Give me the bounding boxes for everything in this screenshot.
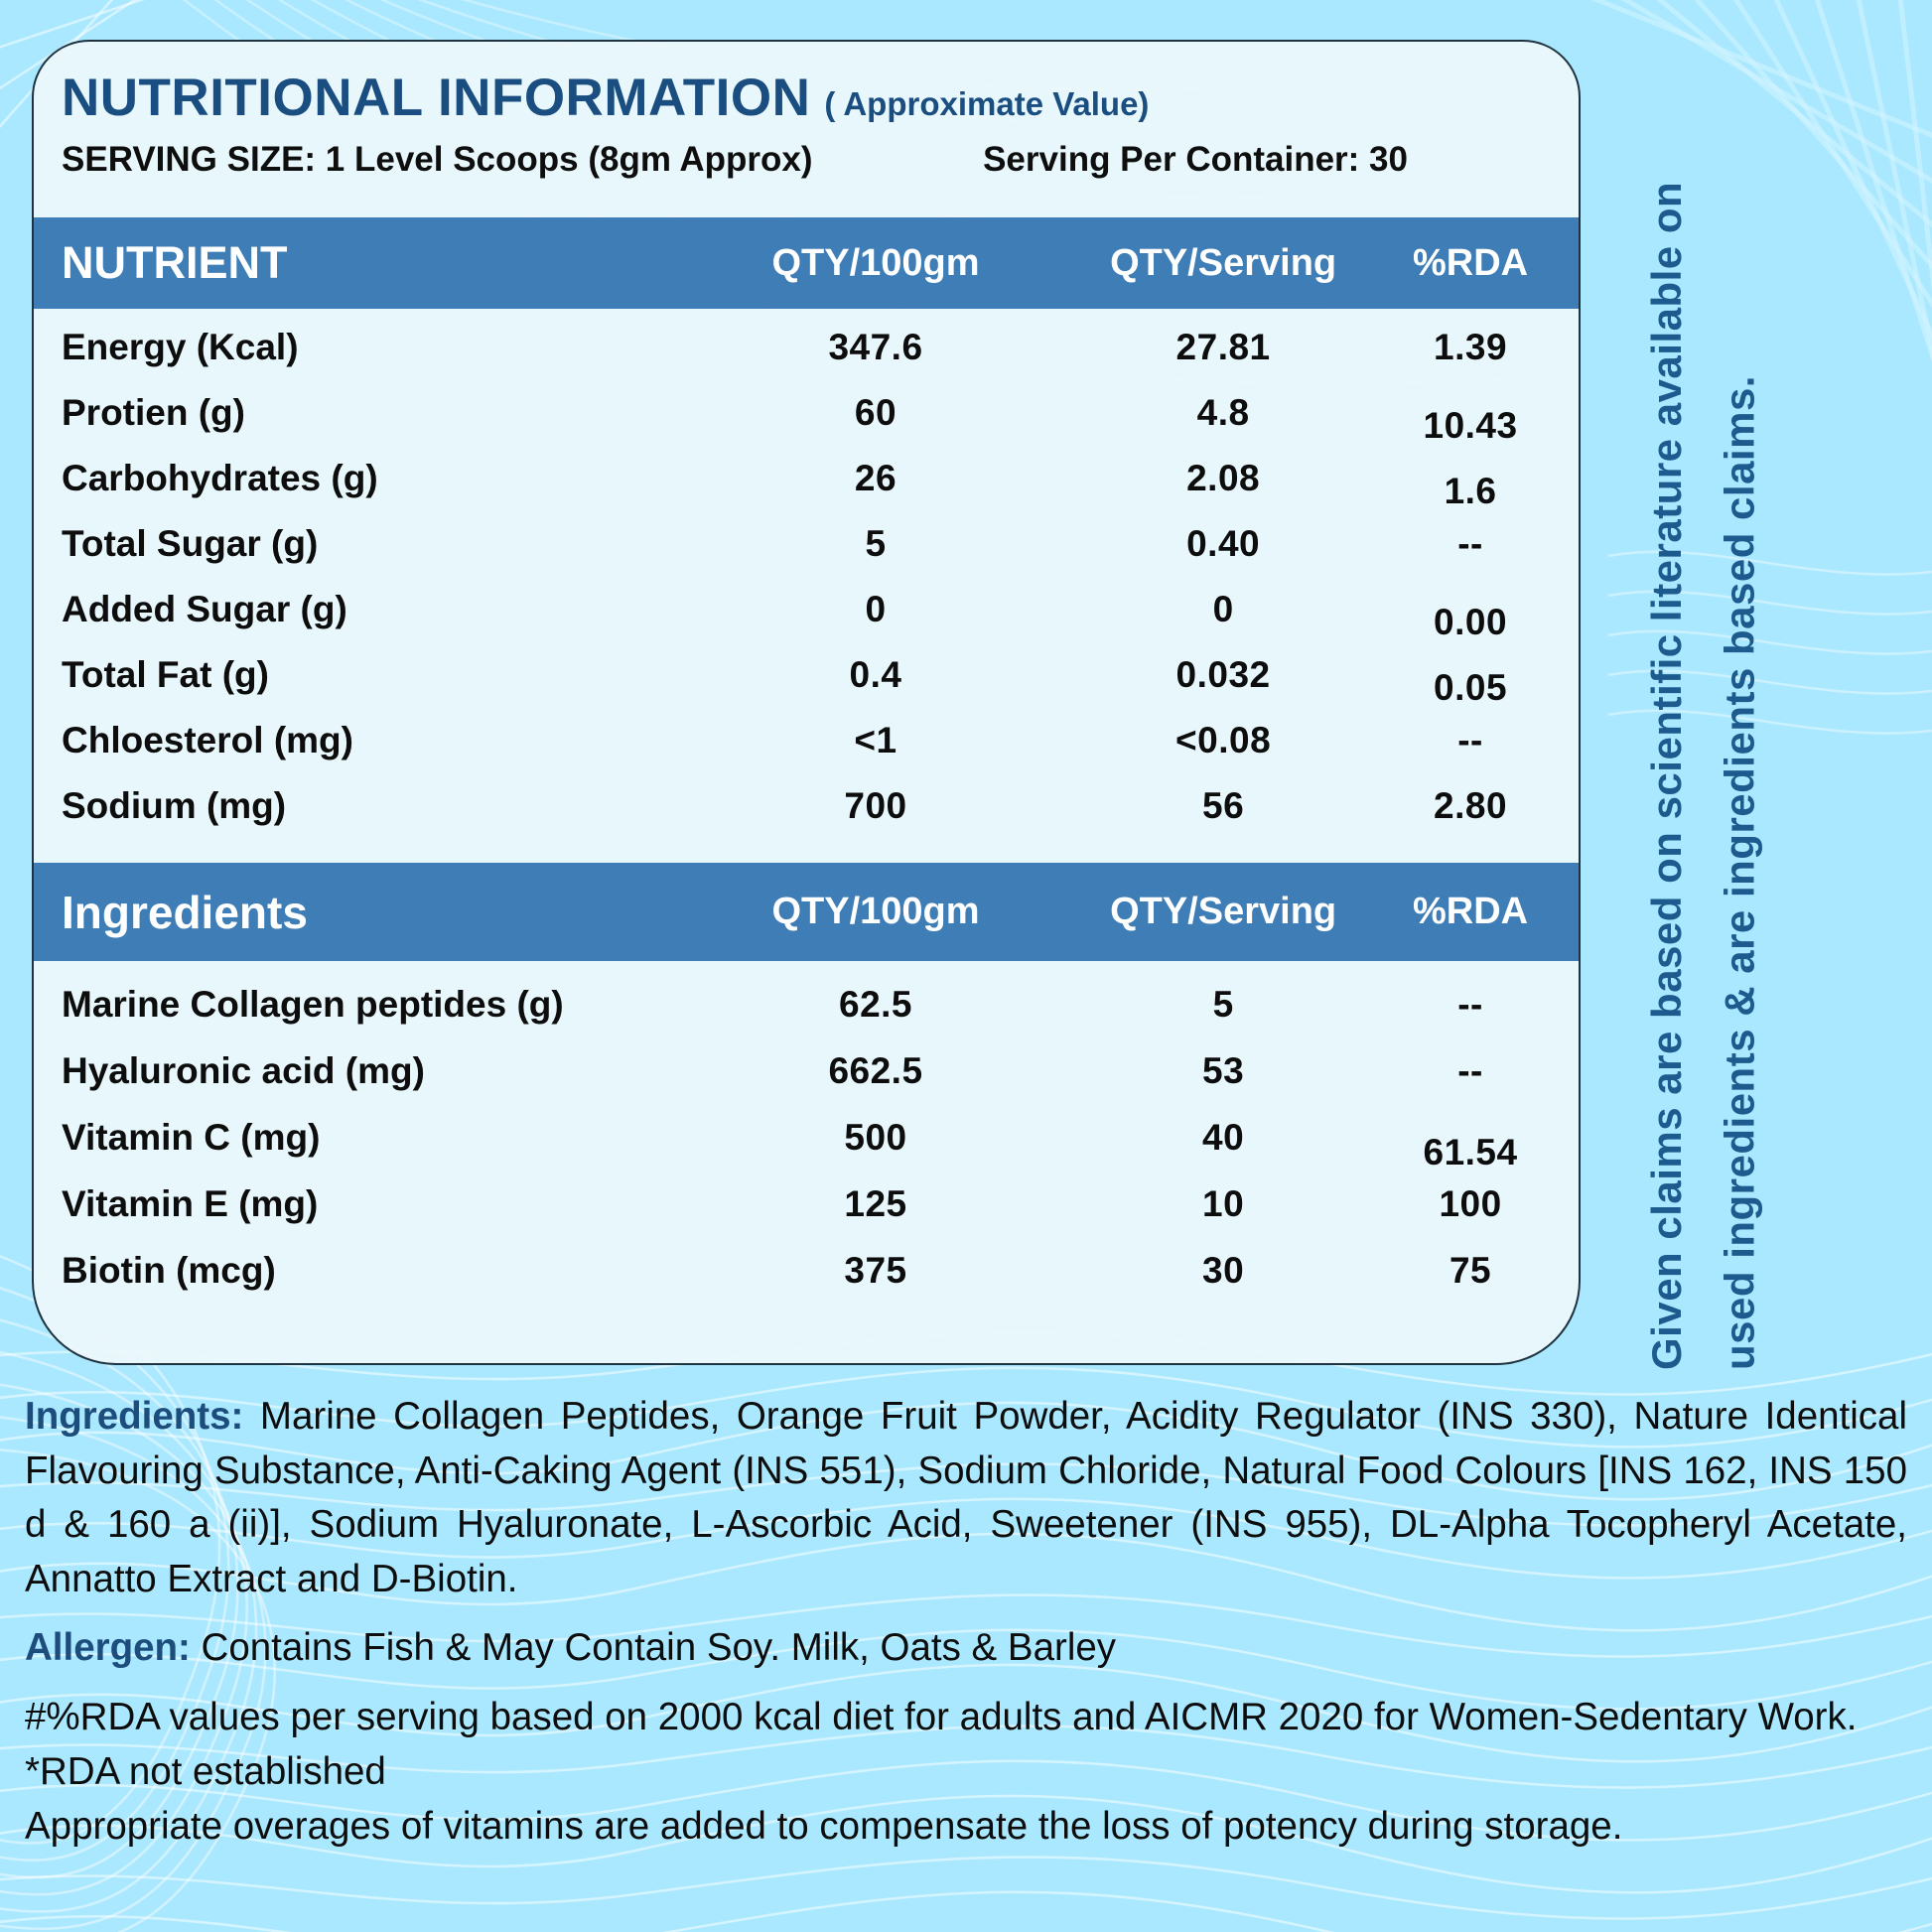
table-row xyxy=(34,577,1579,642)
footer-text xyxy=(25,1390,1907,1854)
table-row xyxy=(34,1104,1579,1171)
column-header-qty-100gm: QTY/100gm xyxy=(771,891,980,932)
qty-100gm-value: <1 xyxy=(854,720,897,760)
row-label: Vitamin C (mg) xyxy=(62,1116,321,1158)
column-header-rda: %RDA xyxy=(1412,891,1529,932)
table-row xyxy=(34,1037,1579,1104)
qty-serving-value: 53 xyxy=(1202,1049,1245,1091)
row-label: Carbohydrates (g) xyxy=(62,458,378,498)
side-note-line-2: used ingredients & are ingredients based claims. xyxy=(1716,375,1763,1370)
column-header-rda: %RDA xyxy=(1412,241,1529,284)
nutrient-table-body xyxy=(34,309,1579,839)
qty-100gm-value: 0.4 xyxy=(849,654,902,695)
qty-100gm-value: 62.5 xyxy=(839,983,913,1025)
column-header-qty-serving: QTY/Serving xyxy=(1110,891,1337,932)
table-row xyxy=(34,971,1579,1037)
table-row xyxy=(34,642,1579,708)
qty-serving-value: 30 xyxy=(1202,1249,1245,1291)
qty-serving-value: 0.40 xyxy=(1186,523,1261,564)
qty-100gm-value: 375 xyxy=(844,1249,907,1291)
card-header xyxy=(34,42,1579,128)
qty-serving-value: 10 xyxy=(1202,1182,1245,1224)
allergen-paragraph xyxy=(25,1621,1907,1676)
row-label: Total Fat (g) xyxy=(62,654,269,695)
column-header-qty-100gm: QTY/100gm xyxy=(771,241,980,284)
rda-value: 75 xyxy=(1449,1249,1492,1291)
allergen-label: Allergen: xyxy=(25,1625,191,1669)
row-label: Vitamin E (mg) xyxy=(62,1182,319,1224)
table-row xyxy=(34,1237,1579,1304)
serving-size-label: SERVING SIZE: 1 Level Scoops (8gm Approx) xyxy=(62,140,813,179)
qty-serving-value: 40 xyxy=(1202,1116,1245,1158)
rda-value: -- xyxy=(1457,720,1483,760)
nutrition-card xyxy=(32,40,1581,1365)
ingredients-table-body xyxy=(34,961,1579,1304)
qty-serving-value: 0.032 xyxy=(1175,654,1271,695)
row-label: Energy (Kcal) xyxy=(62,327,299,367)
qty-100gm-value: 125 xyxy=(844,1182,907,1224)
rda-value: 1.39 xyxy=(1434,327,1508,367)
approximate-value-label: ( Approximate Value) xyxy=(824,85,1150,122)
row-label: Total Sugar (g) xyxy=(62,523,319,564)
rda-value: -- xyxy=(1457,523,1483,564)
row-label: Marine Collagen peptides (g) xyxy=(62,983,564,1025)
ingredients-paragraph xyxy=(25,1390,1907,1607)
qty-100gm-value: 5 xyxy=(865,523,887,564)
side-note-line-1: Given claims are based on scientific literature available on xyxy=(1643,181,1690,1370)
rda-value: 2.80 xyxy=(1434,785,1508,826)
qty-100gm-value: 700 xyxy=(844,785,907,826)
column-header-nutrient: NUTRIENT xyxy=(62,237,288,288)
qty-100gm-value: 60 xyxy=(854,392,897,433)
serving-row xyxy=(34,140,1579,180)
row-label: Protien (g) xyxy=(62,392,245,433)
column-header-ingredients: Ingredients xyxy=(62,886,308,938)
rda-value: 61.54 xyxy=(1423,1131,1518,1173)
rda-value: 0.00 xyxy=(1434,602,1508,642)
rda-value: 1.6 xyxy=(1444,471,1497,511)
qty-serving-value: 5 xyxy=(1212,983,1234,1025)
row-label: Biotin (mcg) xyxy=(62,1249,276,1291)
qty-100gm-value: 347.6 xyxy=(828,327,923,367)
rda-not-established-note: *RDA not established xyxy=(25,1749,386,1793)
row-label: Sodium (mg) xyxy=(62,785,287,826)
rda-value: 10.43 xyxy=(1423,405,1518,446)
qty-serving-value: 56 xyxy=(1202,785,1245,826)
qty-100gm-value: 26 xyxy=(854,458,897,498)
rda-note: #%RDA values per serving based on 2000 kcal diet for adults and AICMR 2020 for Women-Sedentary Work. xyxy=(25,1696,1858,1739)
qty-100gm-value: 0 xyxy=(865,589,887,629)
servings-per-container-label: Serving Per Container: 30 xyxy=(983,140,1408,179)
nutrient-table-header-row xyxy=(34,217,1579,309)
rda-value: 0.05 xyxy=(1434,667,1508,708)
overages-note: Appropriate overages of vitamins are added to compensate the loss of potency during storage. xyxy=(25,1804,1623,1848)
rda-value: -- xyxy=(1457,983,1483,1025)
table-row xyxy=(34,315,1579,380)
qty-serving-value: 4.8 xyxy=(1196,392,1250,433)
rda-value: 100 xyxy=(1439,1182,1502,1224)
ingredients-table-header-row xyxy=(34,863,1579,961)
qty-100gm-value: 500 xyxy=(844,1116,907,1158)
qty-100gm-value: 662.5 xyxy=(828,1049,923,1091)
table-row xyxy=(34,773,1579,839)
qty-serving-value: 0 xyxy=(1212,589,1234,629)
qty-serving-value: 27.81 xyxy=(1175,327,1271,367)
ingredients-text: Marine Collagen Peptides, Orange Fruit Powder, Acidity Regulator (INS 330), Nature Identical Flavouring Substance, Anti-Caking Agent (INS 551), Sodium Chloride, Natural Food Colours [INS 162, INS 150 d & 160 a (ii)], Sodium Hyaluronate, L-Ascorbic Acid, Sweetener (INS 955), DL-Alpha Tocopheryl Acetate, Annatto Extract and D-Biotin. xyxy=(25,1395,1907,1600)
qty-serving-value: 2.08 xyxy=(1186,458,1261,498)
allergen-text: Contains Fish & May Contain Soy. Milk, Oats & Barley xyxy=(190,1625,1117,1669)
ingredients-label: Ingredients: xyxy=(25,1395,244,1438)
row-label: Chloesterol (mg) xyxy=(62,720,353,760)
qty-serving-value: <0.08 xyxy=(1175,720,1272,760)
table-row xyxy=(34,708,1579,773)
row-label: Added Sugar (g) xyxy=(62,589,347,629)
table-row xyxy=(34,380,1579,446)
table-row xyxy=(34,1171,1579,1237)
column-header-qty-serving: QTY/Serving xyxy=(1110,241,1337,284)
side-note xyxy=(1630,62,1776,1370)
table-row xyxy=(34,511,1579,577)
table-row xyxy=(34,446,1579,511)
rda-value: -- xyxy=(1457,1049,1483,1091)
page-title: NUTRITIONAL INFORMATION xyxy=(62,69,811,127)
row-label: Hyaluronic acid (mg) xyxy=(62,1049,425,1091)
